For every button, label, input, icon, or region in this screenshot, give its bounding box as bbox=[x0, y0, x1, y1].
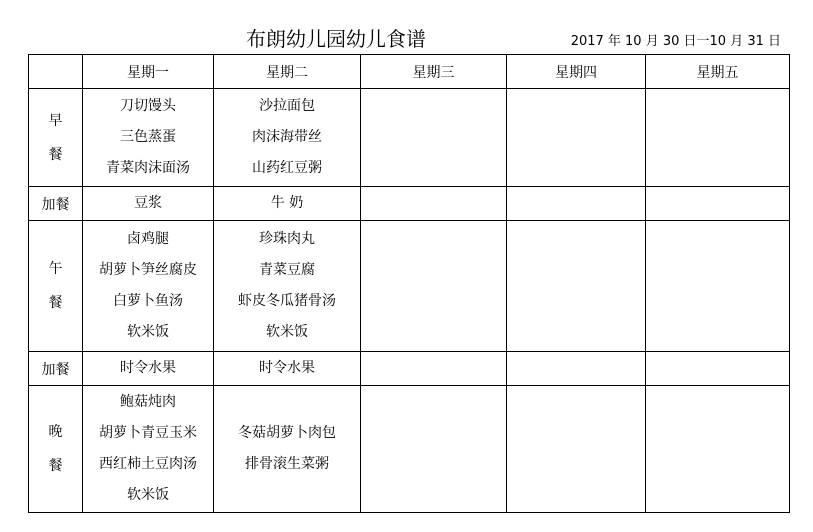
breakfast-row bbox=[29, 89, 790, 187]
day-header-tuesday: 星期二 bbox=[214, 55, 361, 89]
header-row bbox=[29, 55, 790, 89]
snack1-tuesday: 牛 奶 bbox=[214, 187, 361, 221]
dinner-row bbox=[29, 386, 790, 513]
dish: 软米饭 bbox=[266, 324, 308, 340]
snack2-wednesday bbox=[361, 352, 507, 386]
dinner-thursday bbox=[507, 386, 646, 513]
dish: 鲍菇炖肉 bbox=[120, 394, 176, 410]
dish: 青菜肉沫面汤 bbox=[106, 160, 190, 176]
dish: 西红柿土豆肉汤 bbox=[99, 456, 197, 472]
day-header-monday: 星期一 bbox=[83, 55, 214, 89]
snack2-label: 加餐 bbox=[29, 352, 83, 386]
day-header-wednesday: 星期三 bbox=[361, 55, 507, 89]
lunch-wednesday bbox=[361, 221, 507, 352]
dish: 刀切馒头 bbox=[120, 98, 176, 114]
dish: 白萝卜鱼汤 bbox=[113, 293, 183, 309]
dinner-tuesday bbox=[214, 386, 361, 513]
page-title: 布朗幼儿园幼儿食谱 bbox=[246, 27, 426, 51]
day-header-friday: 星期五 bbox=[646, 55, 790, 89]
lunch-monday bbox=[83, 221, 214, 352]
dish: 山药红豆粥 bbox=[252, 160, 322, 176]
snack1-wednesday bbox=[361, 187, 507, 221]
dish: 沙拉面包 bbox=[259, 98, 315, 114]
breakfast-wednesday bbox=[361, 89, 507, 187]
dish: 三色蒸蛋 bbox=[120, 129, 176, 145]
dish: 软米饭 bbox=[127, 324, 169, 340]
dish: 胡萝卜笋丝腐皮 bbox=[99, 262, 197, 278]
dish: 排骨滚生菜粥 bbox=[245, 456, 329, 472]
snack1-thursday bbox=[507, 187, 646, 221]
dinner-wednesday bbox=[361, 386, 507, 513]
breakfast-label: 早 餐 bbox=[29, 89, 83, 187]
dish: 虾皮冬瓜猪骨汤 bbox=[238, 293, 336, 309]
corner-cell bbox=[29, 55, 83, 89]
dinner-monday bbox=[83, 386, 214, 513]
snack1-friday bbox=[646, 187, 790, 221]
dinner-friday bbox=[646, 386, 790, 513]
dish: 肉沫海带丝 bbox=[252, 129, 322, 145]
menu-table bbox=[28, 54, 790, 513]
dish: 胡萝卜青豆玉米 bbox=[99, 425, 197, 441]
snack1-row bbox=[29, 187, 790, 221]
snack2-row bbox=[29, 352, 790, 386]
dinner-label: 晚 餐 bbox=[29, 386, 83, 513]
dish: 软米饭 bbox=[127, 487, 169, 503]
dish: 卤鸡腿 bbox=[127, 231, 169, 247]
breakfast-thursday bbox=[507, 89, 646, 187]
dish: 珍珠肉丸 bbox=[259, 231, 315, 247]
breakfast-friday bbox=[646, 89, 790, 187]
date-range: 2017 年 10 月 30 日一10 月 31 日 bbox=[570, 34, 781, 49]
snack1-label: 加餐 bbox=[29, 187, 83, 221]
lunch-thursday bbox=[507, 221, 646, 352]
lunch-friday bbox=[646, 221, 790, 352]
snack2-thursday bbox=[507, 352, 646, 386]
snack2-tuesday: 时令水果 bbox=[214, 352, 361, 386]
snack2-friday bbox=[646, 352, 790, 386]
dish: 青菜豆腐 bbox=[259, 262, 315, 278]
snack1-monday: 豆浆 bbox=[83, 187, 214, 221]
lunch-row bbox=[29, 221, 790, 352]
dish: 冬菇胡萝卜肉包 bbox=[238, 425, 336, 441]
snack2-monday: 时令水果 bbox=[83, 352, 214, 386]
lunch-label: 午 餐 bbox=[29, 221, 83, 352]
breakfast-monday bbox=[83, 89, 214, 187]
lunch-tuesday bbox=[214, 221, 361, 352]
breakfast-tuesday bbox=[214, 89, 361, 187]
day-header-thursday: 星期四 bbox=[507, 55, 646, 89]
